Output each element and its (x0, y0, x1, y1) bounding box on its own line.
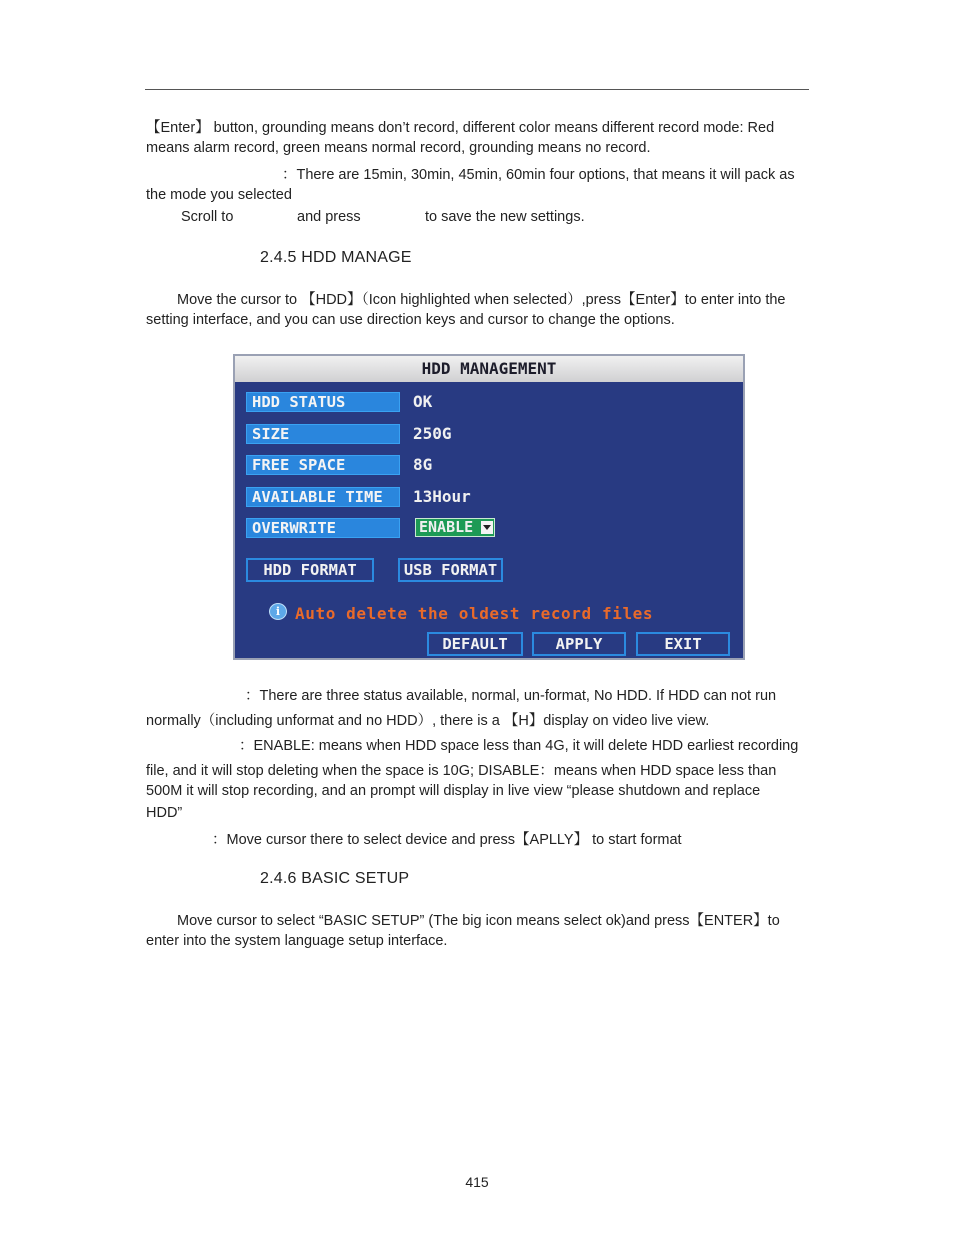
hdd-status-value: OK (413, 392, 433, 411)
free-space-label: FREE SPACE (246, 455, 400, 475)
paragraph-line: the mode you selected (146, 187, 292, 203)
hdd-format-button[interactable]: HDD FORMAT (246, 558, 374, 582)
paragraph-line: HDD” (146, 805, 183, 821)
exit-button[interactable]: EXIT (636, 632, 730, 656)
overwrite-selected-value: ENABLE (419, 518, 474, 536)
usb-format-button[interactable]: USB FORMAT (398, 558, 503, 582)
hdd-status-label: HDD STATUS (246, 392, 400, 412)
paragraph-text: and press (297, 209, 361, 225)
chevron-down-icon[interactable] (481, 521, 493, 534)
paragraph-text: to save the new settings. (425, 209, 585, 225)
section-heading-basic-setup: 2.4.6 BASIC SETUP (260, 870, 410, 887)
paragraph-line: setting interface, and you can use direction keys and cursor to change the options. (146, 312, 675, 328)
free-space-value: 8G (413, 455, 433, 474)
available-time-value: 13Hour (413, 487, 471, 506)
paragraph-line: 500M it will stop recording, and an prompt will display in live view “please shutdown and replace (146, 783, 761, 799)
info-icon: i (269, 603, 287, 620)
paragraph-line: means alarm record, green means normal record, grounding means no record. (146, 140, 651, 156)
size-value: 250G (413, 424, 452, 443)
dvr-window-title: HDD MANAGEMENT (235, 356, 743, 382)
paragraph-line: Move the cursor to 【HDD】（Icon highlighted when selected）,press【Enter】to enter into the (177, 292, 786, 308)
auto-delete-notice: Auto delete the oldest record files (295, 604, 654, 623)
paragraph-line: ：ENABLE: means when HDD space less than 4G, it will delete HDD earliest recording (239, 738, 799, 754)
apply-button[interactable]: APPLY (532, 632, 626, 656)
paragraph-text: Scroll to (181, 209, 234, 225)
paragraph-line: enter into the system language setup interface. (146, 933, 448, 949)
paragraph-line: Move cursor to select “BASIC SETUP” (The big icon means select ok)and press【ENTER】to (177, 913, 780, 929)
hdd-management-screenshot (233, 354, 745, 660)
paragraph-line: ：Move cursor there to select device and press【APLLY】 to start format (212, 832, 682, 848)
paragraph-line: 【Enter】 button, grounding means don’t record, different color means different record mode: Red (146, 120, 775, 136)
overwrite-select[interactable] (415, 518, 495, 537)
section-heading-hdd-manage: 2.4.5 HDD MANAGE (260, 249, 412, 266)
paragraph-line: normally（including unformat and no HDD）, there is a 【H】display on video live view. (146, 713, 710, 729)
header-rule (145, 89, 809, 90)
overwrite-label: OVERWRITE (246, 518, 400, 538)
paragraph-line: file, and it will stop deleting when the space is 10G; DISABLE：means when HDD space less than (146, 763, 777, 779)
paragraph-line: ：There are three status available, normal, un-format, No HDD. If HDD can not run (245, 688, 777, 704)
paragraph-line: ：There are 15min, 30min, 45min, 60min four options, that means it will pack as (282, 167, 795, 183)
available-time-label: AVAILABLE TIME (246, 487, 400, 507)
size-label: SIZE (246, 424, 400, 444)
default-button[interactable]: DEFAULT (427, 632, 523, 656)
page-number: 415 (465, 1174, 489, 1190)
